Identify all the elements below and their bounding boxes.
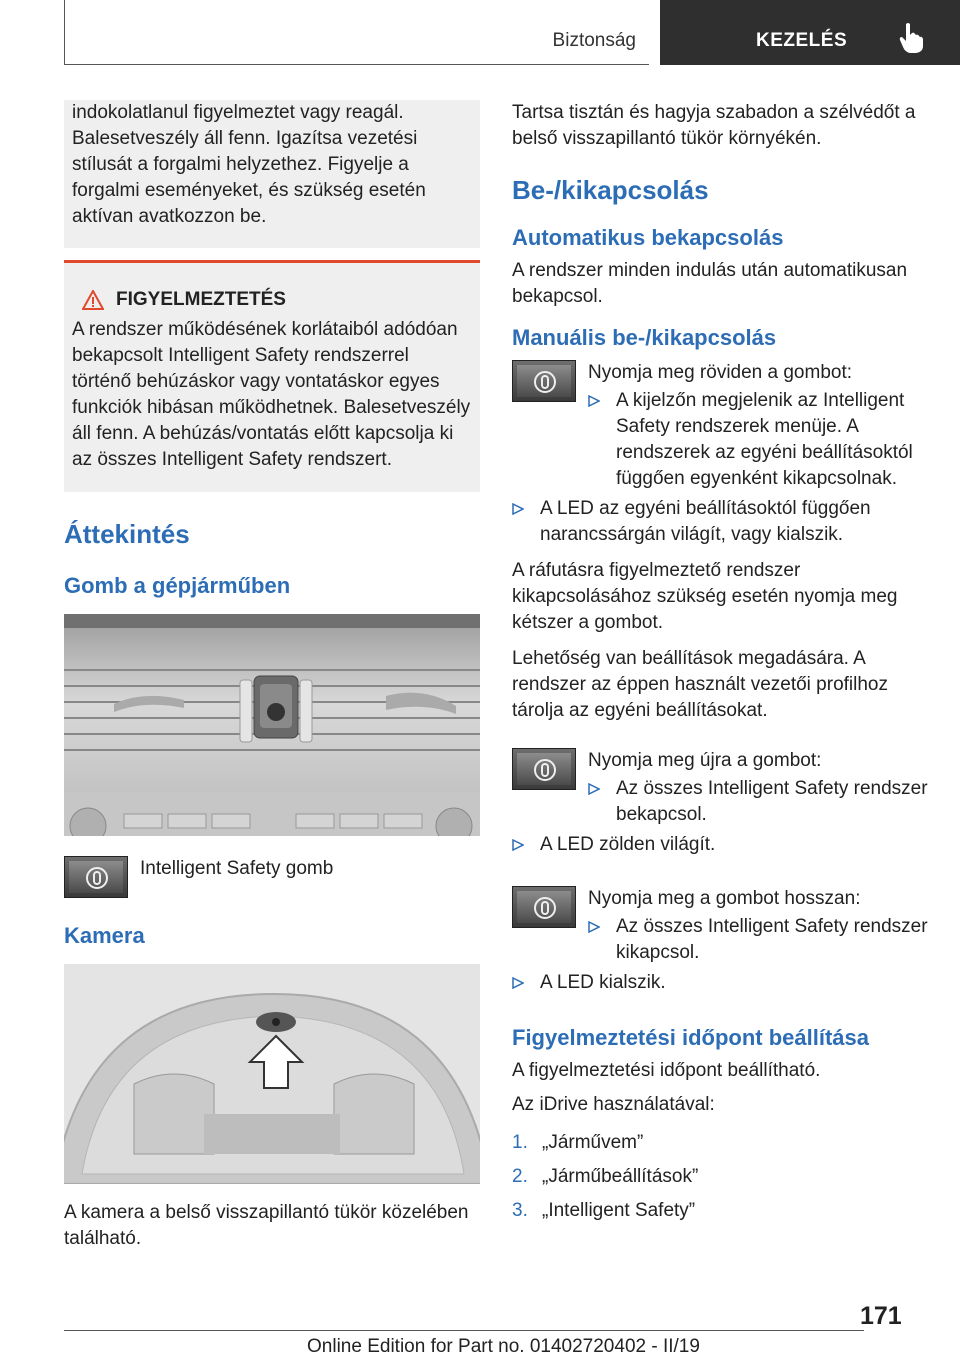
- list-item: A LED az egyéni beállításoktól függően narancssárgán világít, vagy kialszik.: [512, 496, 928, 548]
- intelligent-safety-icon: [85, 866, 109, 890]
- forward-collision-text: A ráfutásra figyelmeztető rendszer kikapcsolásához szükség esetén nyomja meg kétszer a gombot.: [512, 560, 898, 633]
- left-column: [64, 100, 480, 1252]
- press-again-instruction: Nyomja meg újra a gombot:: [588, 750, 822, 771]
- automatic-on-text: A rendszer minden indulás után automatikusan bekapcsol.: [512, 260, 908, 307]
- warning-title: FIGYELMEZTETÉS: [116, 289, 286, 310]
- dashboard-photo: [64, 614, 480, 836]
- page-number: 171: [860, 1302, 902, 1330]
- long-press-instruction: Nyomja meg a gombot hosszan:: [588, 888, 861, 909]
- intro-text: Tartsa tisztán és hagyja szabadon a szélvédőt a belső visszapillantó tükör környékén.: [512, 102, 916, 149]
- heading-manual-on-off: Manuális be-/kikapcsolás: [512, 325, 777, 350]
- camera-location-text: A kamera a belső visszapillantó tükör közelében található.: [64, 1202, 469, 1249]
- header-divider-vertical: [64, 0, 65, 65]
- idrive-steps-list: [512, 1130, 928, 1232]
- button-caption-row: [64, 856, 480, 918]
- settings-text: Lehetőség van beállítások megadására. A rendszer az éppen használt vezetői profilhoz tárolja az egyéni beállításokat.: [512, 648, 889, 721]
- dashboard-vents-illustration: [64, 614, 480, 836]
- short-press-button: [512, 360, 576, 402]
- footer-divider: [64, 1330, 864, 1331]
- intelligent-safety-icon: [533, 896, 557, 920]
- windshield-camera-illustration: [64, 964, 480, 1184]
- header-divider-horizontal: [64, 64, 649, 65]
- idrive-text: Az iDrive használatával:: [512, 1094, 715, 1115]
- intelligent-safety-button: [64, 856, 128, 898]
- list-item: 2. „Járműbeállítások”: [512, 1166, 699, 1187]
- list-item: A kijelzőn megjelenik az Intelligent Safety rendszerek menüje. A rendszerek az egyéni beállításoktól függően egyenként kikapcsolnak.: [588, 388, 928, 492]
- bullet-triangle-icon: [512, 503, 524, 515]
- intelligent-safety-icon: [533, 370, 557, 394]
- press-again-button: [512, 748, 576, 790]
- header-chapter-tab[interactable]: [660, 0, 960, 65]
- right-column: [512, 100, 928, 1232]
- intelligent-safety-icon: [533, 758, 557, 782]
- list-item: 1. „Járművem”: [512, 1132, 644, 1153]
- continued-warning-text: indokolatlanul figyelmeztet vagy reagál. Balesetveszély áll fenn. Igazítsa vezetési stílusát a forgalmi helyzethez. Figyelje a forgalmi eseményeket, és szükség esetén aktívan avatkozzon be.: [72, 102, 426, 227]
- warning-heading: [82, 289, 472, 311]
- heading-button-in-vehicle: Gomb a gépjárműben: [64, 573, 291, 598]
- warning-box: [64, 260, 480, 492]
- bullet-triangle-icon: [512, 977, 524, 989]
- list-item: Az összes Intelligent Safety rendszer kikapcsol.: [588, 914, 928, 966]
- heading-warning-time: Figyelmeztetési időpont beállítása: [512, 1025, 869, 1050]
- list-item: 3. „Intelligent Safety”: [512, 1200, 696, 1221]
- bullet-triangle-icon: [588, 921, 600, 933]
- step-long-press: [512, 886, 928, 998]
- pointing-hand-icon: [897, 22, 925, 54]
- step-press-again: [512, 748, 928, 860]
- warning-time-text: A figyelmeztetési időpont beállítható.: [512, 1060, 821, 1081]
- heading-camera: Kamera: [64, 923, 145, 948]
- warning-text: A rendszer működésének korlátaiból adódóan bekapcsolt Intelligent Safety rendszerrel történő behúzáskor vagy vontatáskor egyes funkciók hibásan működhetnek. Balesetveszély áll fenn. A behúzás/vontatás előtt kapcsolja ki az összes Intelligent Safety rendszert.: [72, 319, 471, 470]
- button-caption: Intelligent Safety gomb: [140, 858, 334, 879]
- list-item: A LED kialszik.: [512, 970, 928, 996]
- warning-triangle-icon: [82, 290, 104, 310]
- heading-automatic-on: Automatikus bekapcsolás: [512, 225, 784, 250]
- header-chapter-label: KEZELÉS: [756, 30, 848, 51]
- heading-overview: Áttekintés: [64, 519, 190, 549]
- step-short-press: [512, 360, 928, 558]
- bullet-triangle-icon: [512, 839, 524, 851]
- windshield-photo: [64, 964, 480, 1184]
- edition-text: Online Edition for Part no. 01402720402 - II/19: [307, 1336, 700, 1357]
- heading-on-off: Be-/kikapcsolás: [512, 175, 709, 205]
- long-press-button: [512, 886, 576, 928]
- bullet-triangle-icon: [588, 395, 600, 407]
- list-item: Az összes Intelligent Safety rendszer bekapcsol.: [588, 776, 928, 828]
- bullet-triangle-icon: [588, 783, 600, 795]
- short-press-instruction: Nyomja meg röviden a gombot:: [588, 362, 853, 383]
- list-item: A LED zölden világít.: [512, 832, 928, 858]
- continued-warning-box: [64, 100, 480, 248]
- header-section-title: Biztonság: [552, 30, 636, 51]
